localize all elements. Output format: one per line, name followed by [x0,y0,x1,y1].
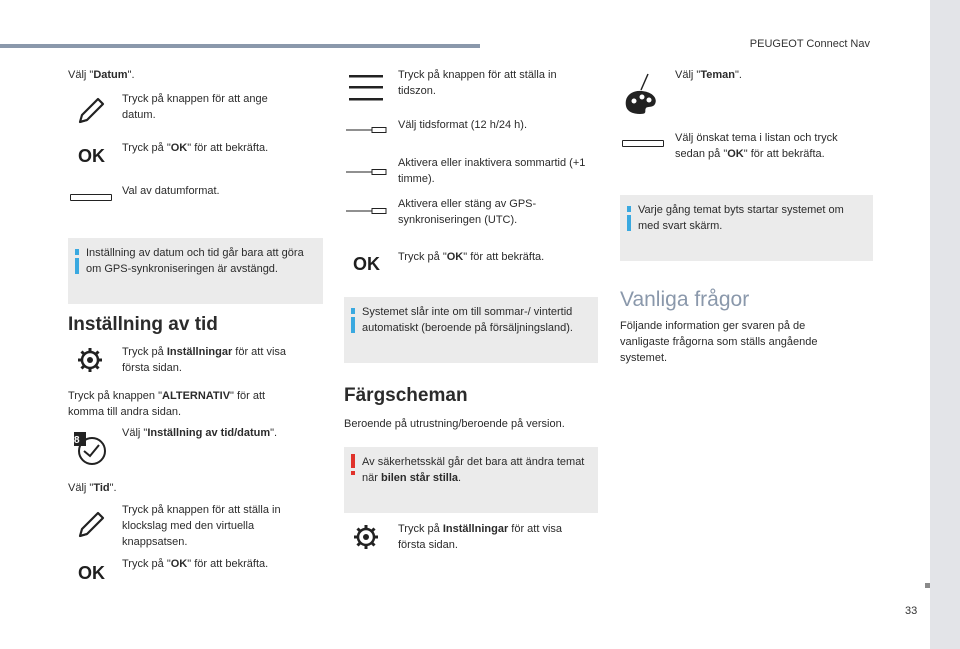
step-badge: 8 [74,435,80,446]
step-confirm-ok: Tryck på "OK" för att bekräfta. [122,558,269,570]
pen-icon [76,510,106,540]
select-datum-text: Välj "Datum". [68,69,135,81]
ok-icon: OK [78,563,105,583]
menu-icon [349,73,385,103]
section-heading: Inställning av tid [68,314,218,335]
page-header-title: PEUGEOT Connect Nav [749,38,870,50]
note-text: Inställning av datum och tid går bara att göra om GPS-synkroniseringen är avstängd. [86,247,304,275]
toggle-bar-icon [70,194,112,201]
select-settime-text: Välj "Inställning av tid/datum". [122,427,278,439]
toggle-bar-icon [346,168,388,176]
step-confirm-ok: Tryck på "OK" för att bekräfta. [398,251,545,263]
step-tap-settings: Tryck på Inställningar för att visa första sidan. [122,346,287,374]
page-side-strip [930,0,960,649]
ok-icon: OK [78,146,105,166]
palette-icon [622,70,662,114]
warning-box [344,447,598,513]
header-rule [0,44,480,48]
page-number: 33 [905,605,918,617]
step-time-format: Välj tidsformat (12 h/24 h). [398,119,528,131]
gear-icon [76,346,104,374]
step-confirm-ok: Tryck på "OK" för att bekräfta. [122,142,269,154]
intro-text: Beroende på utrustning/beroende på version. [344,418,565,430]
toggle-bar-icon [346,126,388,134]
step-enter-date: Tryck på knappen för att ange datum. [122,93,268,121]
faq-intro-text: Följande information ger svaren på de vanligaste frågorna som ställs angående systemet. [620,320,818,364]
info-icon [351,308,355,314]
toggle-bar-icon [346,207,388,215]
note-text: Varje gång temat byts startar systemet om med svart skärm. [638,204,844,232]
warning-text: Av säkerhetsskäl går det bara att ändra temat när bilen står stilla. [362,456,585,484]
note-box [620,195,873,261]
pen-icon [76,96,106,126]
ok-icon: OK [353,254,380,274]
step-tap-settings: Tryck på Inställningar för att visa första sidan. [398,523,563,551]
step-date-format: Val av datumformat. [122,185,220,197]
step-gps-sync: Aktivera eller stäng av GPS-synkroniseringen (UTC). [398,198,537,226]
continue-marker [925,583,930,588]
select-teman-text: Välj "Teman". [675,69,742,81]
info-icon [75,249,79,255]
select-tid-text: Välj "Tid". [68,482,117,494]
warning-icon [351,454,355,468]
toggle-bar-icon [622,140,664,147]
gear-icon [352,523,380,551]
note-box [68,238,323,304]
note-box [344,297,598,363]
step-summer-time: Aktivera eller inaktivera sommartid (+1 timme). [398,157,586,185]
step-tap-alternativ: Tryck på knappen "ALTERNATIV" för att komma till andra sidan. [68,390,266,418]
step-select-theme: Välj önskat tema i listan och tryck sedan på "OK" för att bekräfta. [675,132,838,160]
step-enter-time: Tryck på knappen för att ställa in klockslag med den virtuella knappsatsen. [122,504,281,548]
note-text: Systemet slår inte om till sommar-/ vintertid automatiskt (beroende på försäljningsland). [362,306,573,334]
step-timezone: Tryck på knappen för att ställa in tidszon. [398,69,557,97]
faq-heading: Vanliga frågor [620,288,750,311]
section-heading: Färgscheman [344,385,468,406]
info-icon [627,206,631,212]
